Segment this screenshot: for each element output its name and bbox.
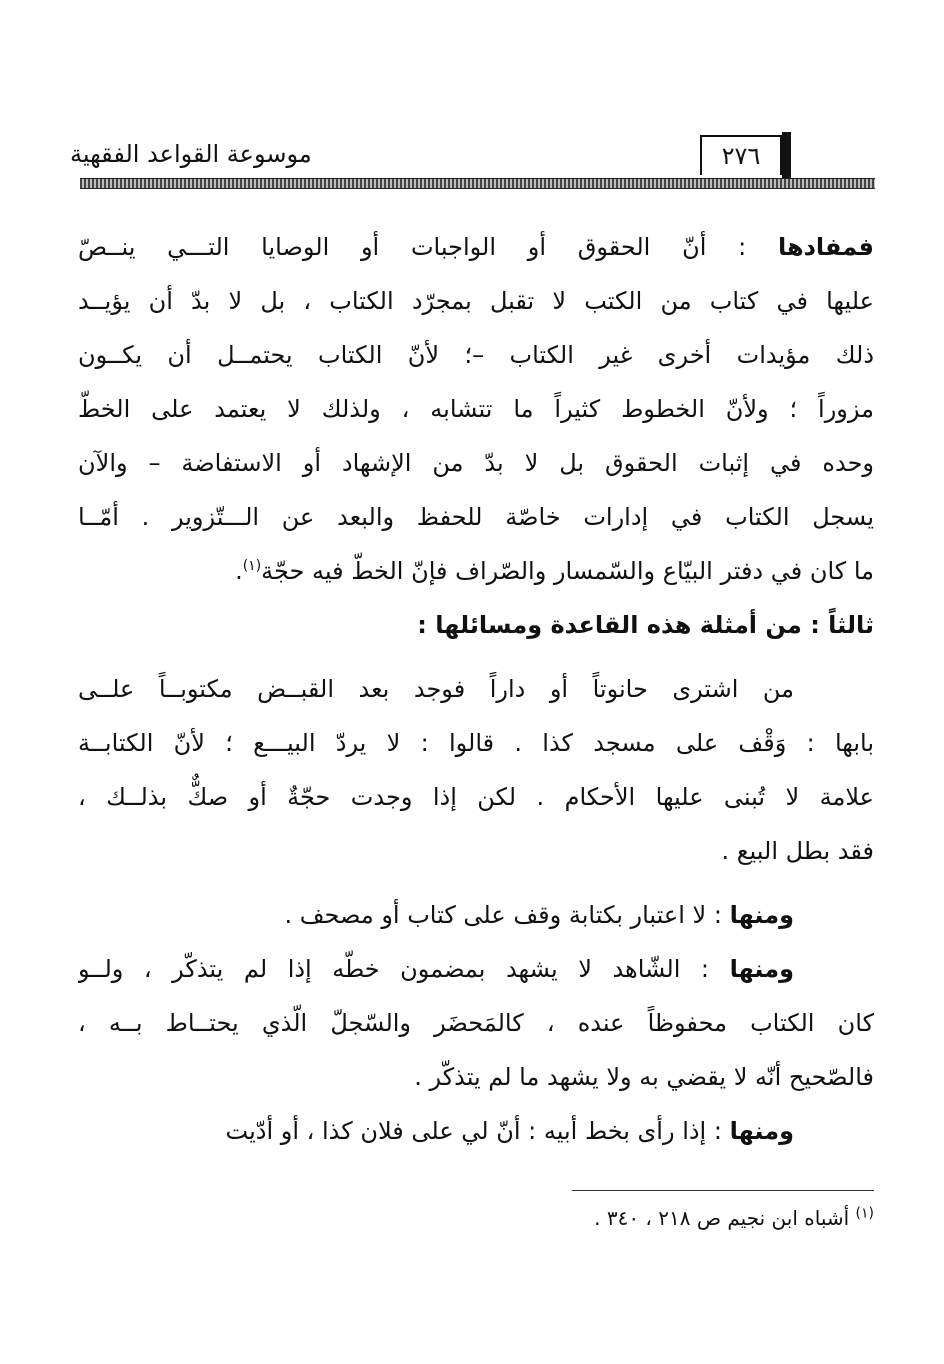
paragraph-1-line-6: يسجل الكتاب في إدارات خاصّة للحفظ والبعد عن الـــتّزوير . أمّــا <box>78 503 874 531</box>
paragraph-2-line-2: بابها : وَقْف على مسجد كذا . قالوا : لا يردّ البيـــع ؛ لأنّ الكتابــة <box>78 729 874 757</box>
footnote-separator <box>572 1190 874 1191</box>
paragraph-1-line-4: مزوراً ؛ ولأنّ الخطوط كثيراً ما تتشابه ، ولذلك لا يعتمد على الخطّ <box>78 395 874 423</box>
keyword-wa-minha: ومنها <box>729 901 794 929</box>
section-heading-thalithan: ثالثاً : من أمثلة هذه القاعدة ومسائلها : <box>417 611 874 639</box>
page-number-bar <box>782 132 791 180</box>
footnote-reference: (١) <box>242 558 262 574</box>
paragraph-1-line-5: وحده في إثبات الحقوق بل لا بدّ من الإشهاد أو الاستفاضة – والآن <box>78 449 874 477</box>
paragraph-2-line-1: من اشترى حانوتاً أو داراً فوجد بعد القبــض مكتوبــاً علــى <box>78 675 794 703</box>
footnote-marker: (١) <box>855 1205 874 1222</box>
footnote <box>470 1206 874 1230</box>
footnote-text: أشباه ابن نجيم ص ٢١٨ ، ٣٤٠ . <box>594 1206 856 1230</box>
running-header-title: موسوعة القواعد الفقهية <box>70 140 312 168</box>
paragraph-1-line-1: فمفادها : أنّ الحقوق أو الواجبات أو الوصايا التـــي ينــصّ <box>78 233 874 261</box>
paragraph-1-line-2: عليها في كتاب من الكتب لا تقبل بمجرّد الكتاب ، بل لا بدّ أن يؤيــد <box>78 287 874 315</box>
paragraph-4-line-2: كان الكتاب محفوظاً عنده ، كالمَحضَر والسّجلّ الّذي يحتــاط بــه ، <box>78 1009 874 1037</box>
paragraph-1-line-7: ما كان في دفتر البيّاع والسّمسار والصّراف فإنّ الخطّ فيه حجّة$^{(١)}$. <box>235 557 874 585</box>
header-rule <box>80 178 875 189</box>
keyword-fa-mufaduha: فمفادها <box>777 233 874 261</box>
body-text <box>78 220 874 1158</box>
paragraph-4-line-3: فالصّحيح أنّه لا يقضي به ولا يشهد ما لم يتذكّر . <box>414 1063 874 1091</box>
paragraph-4-line-1: ومنها : الشّاهد لا يشهد بمضمون خطّه إذا لم يتذكّر ، ولــو <box>78 955 794 983</box>
paragraph-2-line-3: علامة لا تُبنى عليها الأحكام . لكن إذا وجدت حجّةٌ أو صكٌّ بذلــك ، <box>78 783 874 811</box>
paragraph-1-line-3: ذلك مؤيدات أخرى غير الكتاب –؛ لأنّ الكتاب يحتمــل أن يكــون <box>78 341 874 369</box>
paragraph-5-line-1: ومنها : إذا رأى بخط أبيه : أنّ لي على فلان كذا ، أو أدّيت <box>225 1117 794 1145</box>
page-number: ٢٧٦ <box>700 135 782 175</box>
keyword-wa-minha: ومنها <box>729 1117 794 1145</box>
paragraph-3-line-1: ومنها : لا اعتبار بكتابة وقف على كتاب أو مصحف . <box>284 901 794 929</box>
keyword-wa-minha: ومنها <box>729 955 794 983</box>
paragraph-2-line-4: فقد بطل البيع . <box>721 837 874 865</box>
